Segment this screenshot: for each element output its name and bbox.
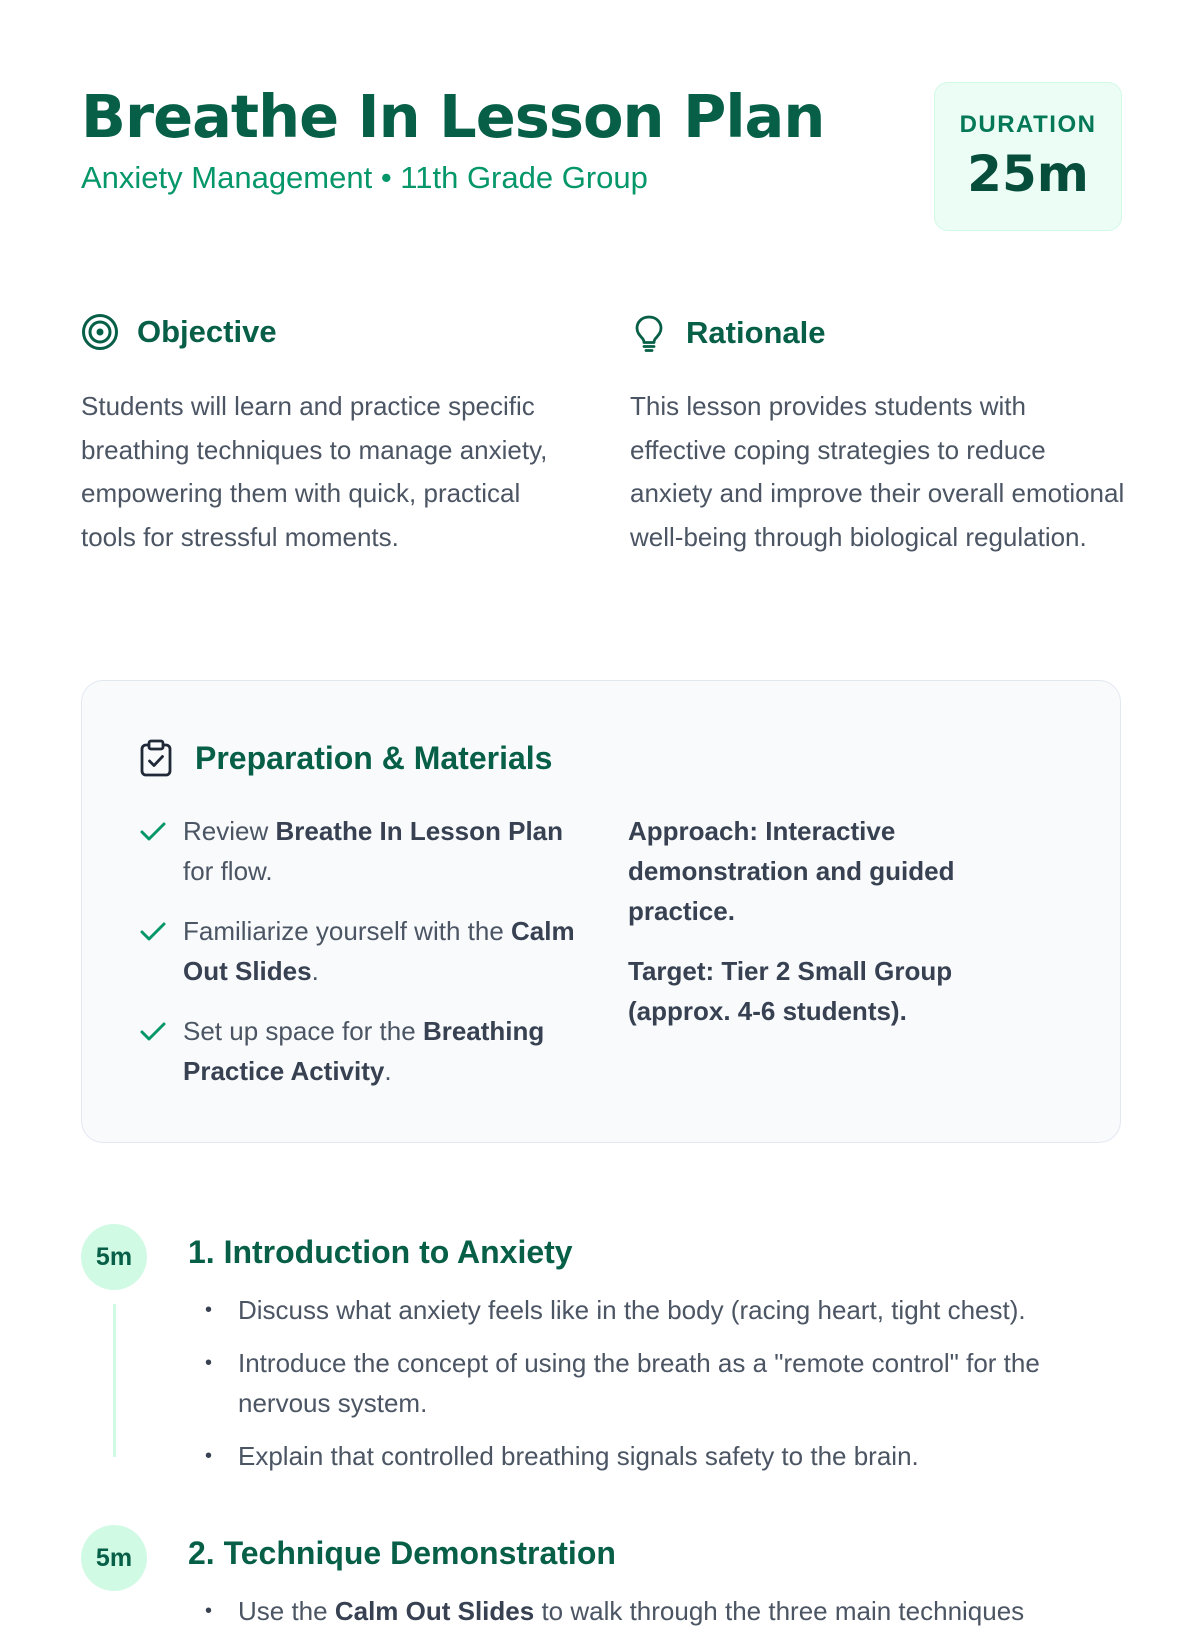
step-bullet: • Use the Calm Out Slides to walk through the three main techniques	[201, 1591, 1121, 1631]
preparation-heading	[139, 739, 552, 777]
preparation-panel	[81, 680, 1121, 1143]
clipboard-check-icon	[139, 739, 173, 777]
lightbulb-icon	[630, 313, 668, 353]
step-bullet: • Explain that controlled breathing signals safety to the brain.	[201, 1436, 1121, 1476]
step-time-badge: 5m	[81, 1224, 147, 1290]
check-icon	[139, 1021, 167, 1043]
step-bullets	[201, 1290, 1121, 1489]
step-bullet: • Introduce the concept of using the breath as a "remote control" for the nervous system.	[201, 1343, 1121, 1423]
rationale-title: Rationale	[686, 315, 826, 350]
page-subtitle: Anxiety Management • 11th Grade Group	[81, 160, 648, 195]
duration-label: DURATION	[959, 111, 1097, 138]
check-icon	[139, 821, 167, 843]
step-title: 1. Introduction to Anxiety	[188, 1234, 573, 1270]
checklist-item: Review Breathe In Lesson Plan for flow.	[139, 811, 599, 891]
material-name: Breathing Practice Activity	[183, 1016, 545, 1086]
preparation-notes	[628, 811, 1008, 1051]
step-time-badge: 5m	[81, 1525, 147, 1591]
step-bullets	[201, 1591, 1121, 1644]
material-name: Breathe In Lesson Plan	[275, 816, 564, 846]
checklist-item: Familiarize yourself with the Calm Out Slides.	[139, 911, 599, 991]
lesson-header	[81, 82, 1121, 232]
target-note: Target: Tier 2 Small Group (approx. 4-6 students).	[628, 956, 953, 1026]
material-name: Calm Out Slides	[334, 1596, 535, 1626]
timeline-connector	[113, 1304, 116, 1457]
objective-heading	[81, 313, 277, 351]
duration-card	[934, 82, 1122, 231]
page-title: Breathe In Lesson Plan	[81, 82, 825, 151]
step-title: 2. Technique Demonstration	[188, 1535, 616, 1571]
checklist-item: Set up space for the Breathing Practice Activity.	[139, 1011, 599, 1091]
rationale-heading	[630, 313, 826, 353]
approach-note: Approach: Interactive demonstration and guided practice.	[628, 816, 955, 926]
preparation-title: Preparation & Materials	[195, 739, 553, 776]
check-icon	[139, 921, 167, 943]
step-bullet: • Discuss what anxiety feels like in the body (racing heart, tight chest).	[201, 1290, 1121, 1330]
objective-title: Objective	[137, 314, 277, 349]
preparation-checklist	[139, 811, 599, 1111]
material-name: Calm Out Slides	[183, 916, 575, 986]
objective-text: Students will learn and practice specific breathing techniques to manage anxiety, empowering them with quick, practical tools for stressful moments.	[81, 391, 548, 552]
target-icon	[81, 313, 119, 351]
rationale-text: This lesson provides students with effective coping strategies to reduce anxiety and improve their overall emotional well-being through biological regulation.	[630, 391, 1125, 552]
duration-value: 25m	[967, 145, 1089, 203]
